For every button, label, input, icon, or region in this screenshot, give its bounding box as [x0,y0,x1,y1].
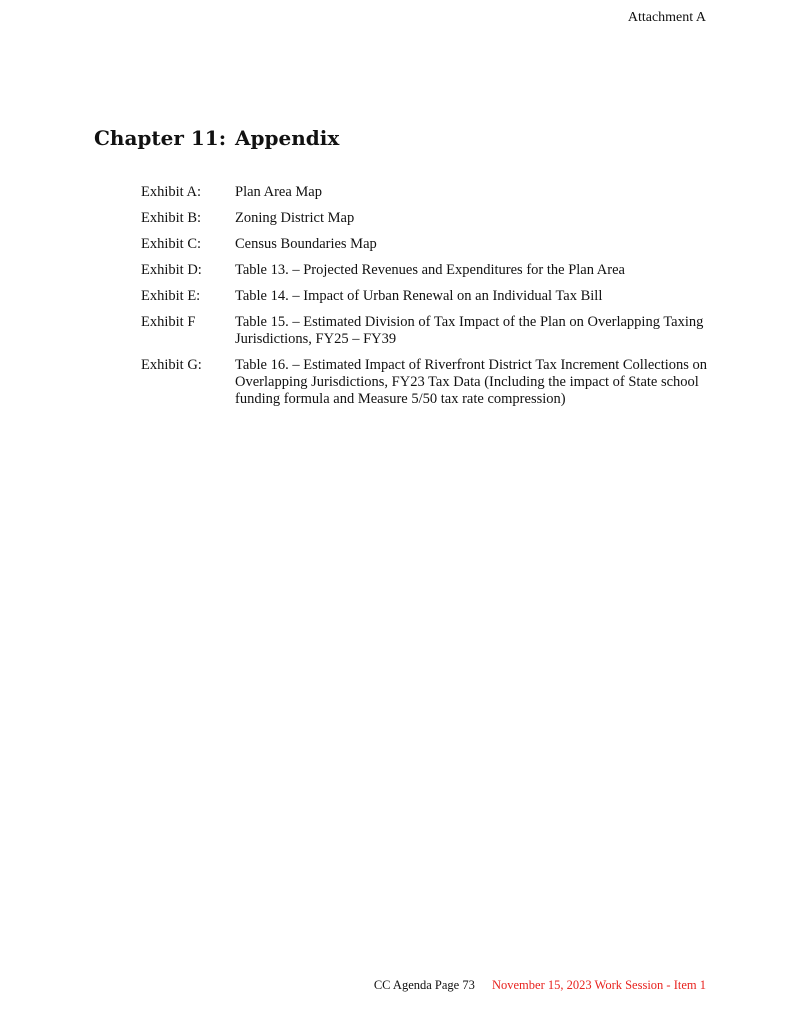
exhibit-row-a [141,184,721,201]
page-footer [374,978,706,993]
exhibit-row-c [141,236,721,253]
exhibit-row-b [141,210,721,227]
chapter-number: Chapter 11: [94,126,227,150]
exhibit-label: Exhibit F [141,314,196,330]
exhibit-label: Exhibit B: [141,210,202,226]
exhibit-row-e [141,288,721,305]
attachment-label: Attachment A [627,10,706,25]
exhibit-label: Exhibit A: [141,184,202,200]
exhibit-row-f [141,314,721,348]
exhibit-label: Exhibit D: [141,262,202,278]
exhibit-label: Exhibit G: [141,357,202,373]
exhibit-description: Table 15. – Estimated Division of Tax Impact of the Plan on Overlapping Taxing Jurisdictions, FY25 – FY39 [235,314,704,347]
agenda-page-number: CC Agenda Page 73 [373,978,475,992]
exhibit-label: Exhibit C: [141,236,202,252]
exhibit-row-d [141,262,721,279]
exhibit-description: Plan Area Map [235,184,322,200]
exhibit-description: Zoning District Map [235,210,355,226]
exhibit-description: Table 14. – Impact of Urban Renewal on an Individual Tax Bill [235,288,603,304]
exhibit-list [141,184,721,417]
chapter-heading [94,126,339,150]
exhibit-description: Table 16. – Estimated Impact of Riverfront District Tax Increment Collections on Overlapping Jurisdictions, FY23 Tax Data (Including the impact of State school funding formula and Measure 5/50 tax rate compression) [235,357,708,407]
chapter-title: Appendix [235,126,340,150]
exhibit-description: Census Boundaries Map [235,236,377,252]
exhibit-row-g [141,357,721,408]
exhibit-description: Table 13. – Projected Revenues and Expenditures for the Plan Area [235,262,625,278]
exhibit-label: Exhibit E: [141,288,201,304]
work-session-label: November 15, 2023 Work Session - Item 1 [491,978,706,992]
